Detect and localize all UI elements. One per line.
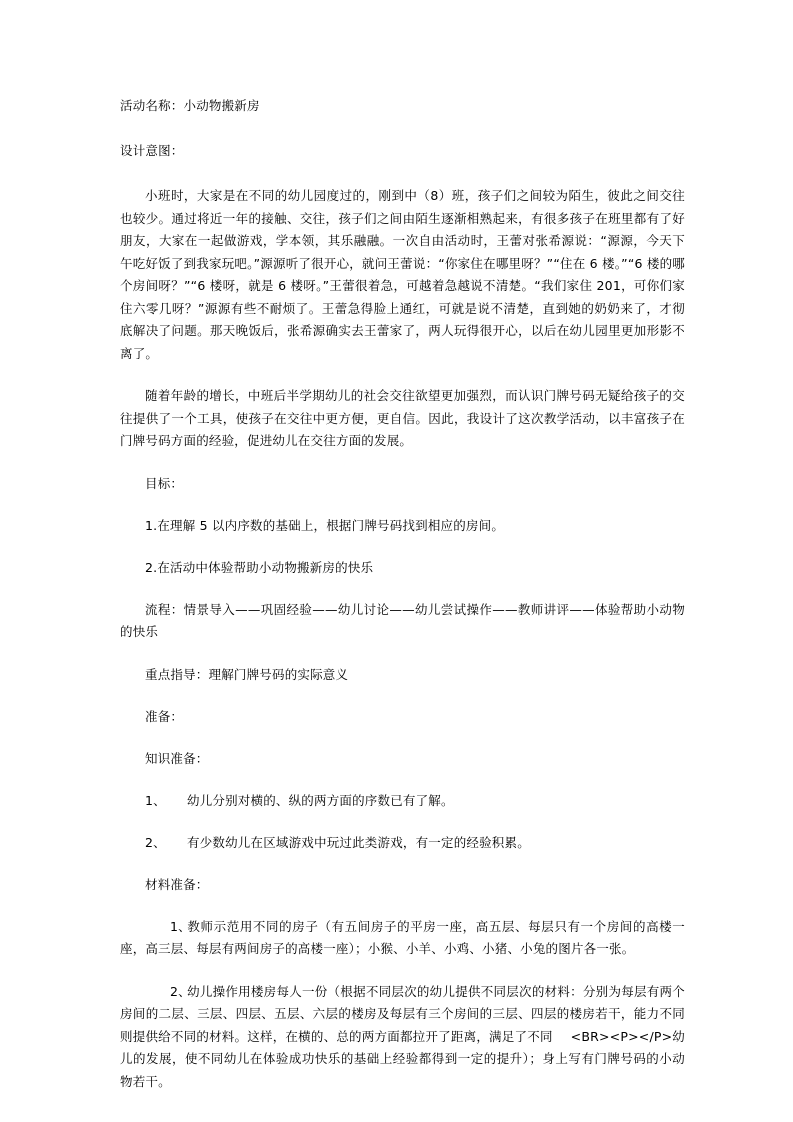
html-tag-text: <BR><P></P> [570,1028,673,1044]
key-point-text: 重点指导：理解门牌号码的实际意义 [145,666,349,682]
list-item-text-continued: 幼儿的发展，使不同幼儿在体验成功快乐的基础上经验都得到一定的提升）；身上写有门牌号码的小动物若干。 [120,1028,685,1089]
intro-paragraph-2: 随着年龄的增长，中班后半学期幼儿的社会交往欲望更加强烈，而认识门牌号码无疑给孩子的交往提供了一个工具，使孩子在交往中更方便，更自信。因此，我设计了这次教学活动，以丰富孩子在门牌号码方面的经验，促进幼儿在交往方面的发展。 [120,388,685,448]
intro-paragraph-1: 小班时，大家是在不同的幼儿园度过的，刚到中（8）班，孩子们之间较为陌生，彼此之间交往也较少。通过将近一年的接触、交往，孩子们之间由陌生逐渐相熟起来，有很多孩子在班里都有了好朋友，大家在一起做游戏，学本领，其乐融融。一次自由活动时，王蕾对张希源说：“源源，今天下午吃好饭了到我家玩吧。”源源听了很开心，就问王蕾说：“你家住在哪里呀？”“住在 6 楼。”“6 楼的哪个房间呀？”“6 楼呀，就是 6 楼呀。”王蕾很着急，可越着急越说不清楚。“我们家住 201，可你们家住六零几呀？”源源有些不耐烦了。王蕾急得脸上通红，可就是说不清楚，直到她的奶奶来了，才彻底解决了问题。那天晚饭后，张希源确实去王蕾家了，两人玩得很开心，以后在幼儿园里更加形影不离了。 [120,188,685,361]
list-number: 1、 [170,918,191,934]
material-prep-label: 材料准备： [145,876,209,892]
goal-item-1: 1.在理解 5 以内序数的基础上，根据门牌号码找到相应的房间。 [145,517,505,533]
activity-name: 活动名称：小动物搬新房 [120,98,260,113]
list-number: 2、 [170,983,191,999]
list-item-text: 幼儿分别对横的、纵的两方面的序数已有了解。 [187,792,454,808]
material-item-1 [120,916,685,961]
goal-item-2: 2.在活动中体验帮助小动物搬新房的快乐 [145,559,374,575]
process-text: 流程：情景导入——巩固经验——幼儿讨论——幼儿尝试操作——教师讲评——体验帮助小动物的快乐 [120,601,685,639]
knowledge-item-2 [120,832,685,854]
list-item-text: 幼儿操作用楼房每人一份（根据不同层次的幼儿提供不同层次的材料：分别为每层有两个房间的二层、三层、四层、五层、六层的楼房及每层有三个房间的三层、四层的楼房若干，能力不同则提供给不同的材料。这样，在横的、总的两方面都拉开了距离，满足了不同 [120,983,685,1044]
knowledge-item-1 [120,790,685,812]
document-page [120,95,685,1093]
goals-label: 目标： [145,475,184,491]
material-item-2 [120,981,685,1094]
list-number: 2、 [145,834,166,850]
list-item-text: 有少数幼儿在区域游戏中玩过此类游戏，有一定的经验积累。 [187,834,530,850]
design-intent-label: 设计意图： [120,143,184,158]
preparation-label: 准备： [145,708,184,724]
list-item-text: 教师示范用不同的房子（有五间房子的平房一座，高五层、每层只有一个房间的高楼一座，高三层、每层有两间房子的高楼一座）；小猴、小羊、小鸡、小猪、小兔的图片各一张。 [120,918,685,956]
list-number: 1、 [145,792,166,808]
knowledge-prep-label: 知识准备： [145,750,209,766]
